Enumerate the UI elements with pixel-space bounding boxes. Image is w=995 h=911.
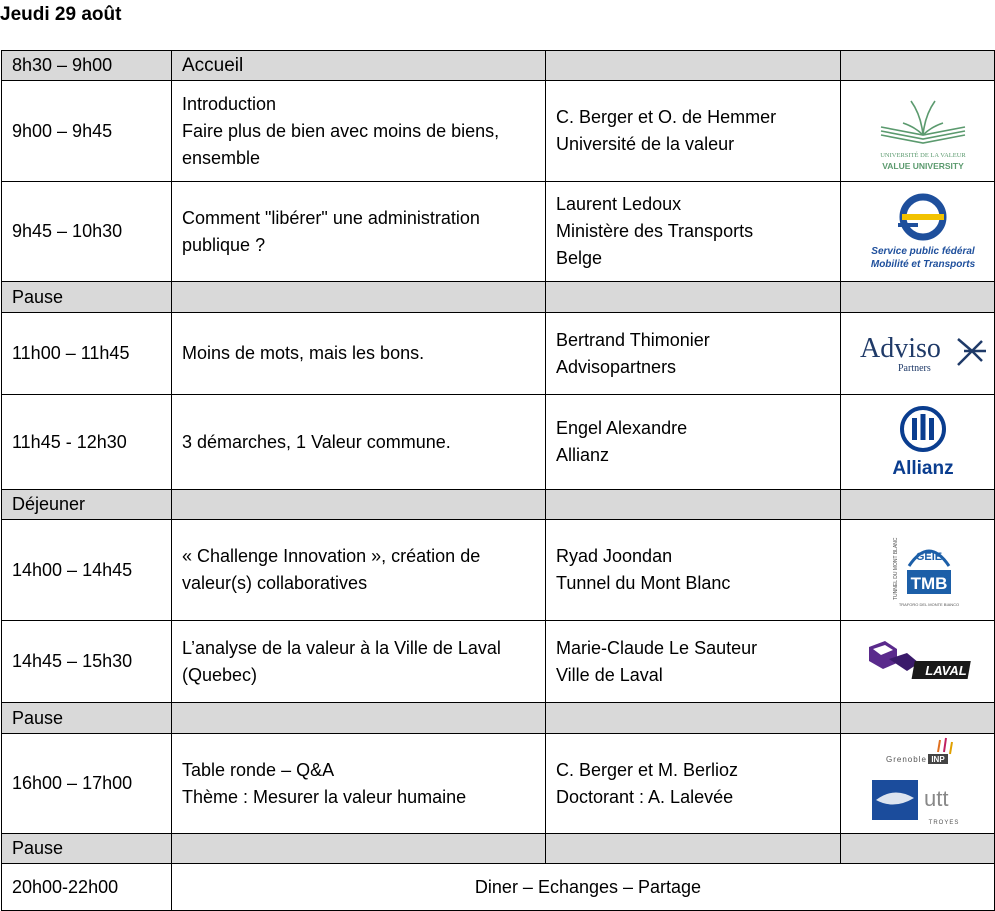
svg-text:VALUE UNIVERSITY: VALUE UNIVERSITY <box>881 161 964 171</box>
speaker-cell: Marie-Claude Le Sauteur Ville de Laval <box>546 621 841 703</box>
break-cell: Pause <box>2 282 172 313</box>
table-row <box>2 621 995 703</box>
svg-text:Mobilité et Transports: Mobilité et Transports <box>870 258 975 270</box>
time-cell: 14h00 – 14h45 <box>2 520 172 621</box>
session-title-cell: Comment "libérer" une administration publique ? <box>172 182 546 282</box>
table-row <box>2 51 995 81</box>
page-heading: Jeudi 29 août <box>0 4 122 25</box>
session-title-cell: « Challenge Innovation », création de valeur(s) collaboratives <box>172 520 546 621</box>
time-cell: 9h45 – 10h30 <box>2 182 172 282</box>
break-cell: Pause <box>2 834 172 864</box>
session-title-cell: 3 démarches, 1 Valeur commune. <box>172 395 546 490</box>
value-university-logo <box>863 87 983 175</box>
table-row <box>2 703 995 734</box>
svg-text:INP: INP <box>930 754 945 764</box>
table-row <box>2 81 995 182</box>
svg-text:Adviso: Adviso <box>859 332 941 364</box>
logo-cell <box>841 395 995 490</box>
time-cell: 14h45 – 15h30 <box>2 621 172 703</box>
session-title-cell: Table ronde – Q&A Thème : Mesurer la valeur humaine <box>172 734 546 834</box>
svg-text:Service public fédéral: Service public fédéral <box>870 245 975 257</box>
svg-text:TRAFORO DEL MONTE BIANCO: TRAFORO DEL MONTE BIANCO <box>898 602 959 607</box>
svg-text:Partners: Partners <box>897 362 931 374</box>
break-cell: Pause <box>2 703 172 734</box>
session-title-cell: Accueil <box>172 51 546 81</box>
svg-text:GEIE: GEIE <box>915 551 942 563</box>
table-row <box>2 520 995 621</box>
spf-mobilite-logo <box>858 187 988 277</box>
logo-cell <box>841 182 995 282</box>
table-row <box>2 395 995 490</box>
table-row <box>2 834 995 864</box>
tmb-logo <box>883 530 963 610</box>
speaker-cell: Laurent Ledoux Ministère des Transports Belge <box>546 182 841 282</box>
time-cell: 9h00 – 9h45 <box>2 81 172 182</box>
svg-text:TUNNEL DU MONT BLANC: TUNNEL DU MONT BLANC <box>892 537 899 600</box>
break-cell: Déjeuner <box>2 490 172 520</box>
logo-cell <box>841 734 995 834</box>
svg-text:UNIVERSITÉ DE LA VALEUR: UNIVERSITÉ DE LA VALEUR <box>879 152 966 159</box>
session-title-cell: L’analyse de la valeur à la Ville de Laval (Quebec) <box>172 621 546 703</box>
grenoble-utt-logos <box>868 736 978 832</box>
svg-text:TROYES: TROYES <box>928 819 959 826</box>
table-row <box>2 734 995 834</box>
table-row <box>2 313 995 395</box>
table-row <box>2 182 995 282</box>
session-title-cell: Moins de mots, mais les bons. <box>172 313 546 395</box>
schedule-table <box>1 50 995 911</box>
logo-cell <box>841 520 995 621</box>
logo-cell <box>841 621 995 703</box>
logo-cell <box>841 313 995 395</box>
svg-text:Grenoble: Grenoble <box>885 754 927 764</box>
session-title-cell: Introduction Faire plus de bien avec moins de biens, ensemble <box>172 81 546 182</box>
table-row <box>2 490 995 520</box>
time-cell: 11h00 – 11h45 <box>2 313 172 395</box>
logo-cell <box>841 81 995 182</box>
svg-text:TMB: TMB <box>910 574 947 593</box>
speaker-cell: C. Berger et O. de Hemmer Université de la valeur <box>546 81 841 182</box>
adviso-partners-logo <box>858 329 988 379</box>
table-row <box>2 864 995 911</box>
svg-text:LAVAL: LAVAL <box>924 662 967 678</box>
svg-text:Allianz: Allianz <box>891 458 954 479</box>
time-cell: 16h00 – 17h00 <box>2 734 172 834</box>
laval-logo <box>863 637 983 687</box>
speaker-cell: C. Berger et M. Berlioz Doctorant : A. Lalevée <box>546 734 841 834</box>
speaker-cell: Ryad Joondan Tunnel du Mont Blanc <box>546 520 841 621</box>
time-cell: 11h45 - 12h30 <box>2 395 172 490</box>
speaker-cell: Engel Alexandre Allianz <box>546 395 841 490</box>
svg-text:utt: utt <box>923 785 948 811</box>
table-row <box>2 282 995 313</box>
time-cell: 20h00-22h00 <box>2 864 172 911</box>
speaker-cell: Bertrand Thimonier Advisopartners <box>546 313 841 395</box>
speaker-cell <box>546 51 841 81</box>
time-cell: 8h30 – 9h00 <box>2 51 172 81</box>
evening-event-cell: Diner – Echanges – Partage <box>172 864 995 911</box>
logo-cell <box>841 51 995 81</box>
allianz-logo <box>878 402 968 482</box>
